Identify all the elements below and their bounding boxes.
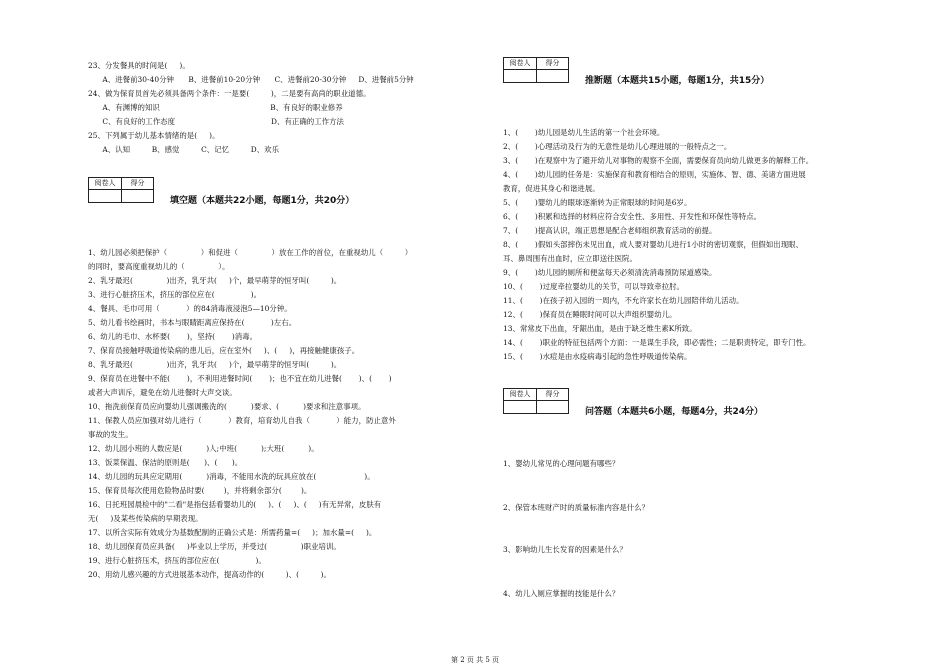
fill-question-line: 17、以所含实际有效成分为基数配制的正确公式是：所需药量=( )；加水量=( )。 [88,528,377,537]
judge-question-line: 6、( )积累和选择的材料应符合安全性、多用性、开发性和环保性等特点。 [503,212,762,221]
question-25-options: A、认知 B、感觉 C、记忆 D、欢乐 [88,145,280,154]
fill-question-line: 9、保育员在进餐中不能( )，不利用进餐时间( )；也不宜在幼儿进餐( )、( ) [88,374,392,383]
reviewer-cell [504,401,537,413]
fill-question-line: 13、饭菜保温、保洁的原则是( )、( )。 [88,458,243,467]
question-24-options-ab: A、有渊博的知识 B、有良好的职业修养 [88,103,343,112]
reviewer-label: 阅卷人 [504,58,537,70]
fill-question-line: 的同时，要高度重视幼儿的（ ）。 [88,262,230,271]
score-label: 得分 [537,58,568,70]
judge-section-heading: 推断题（本题共15小题，每题1分，共15分） [585,76,770,86]
answer-question-2: 2、保管本班财产时的质量标准内容是什么？ [503,503,650,512]
score-box-answer [503,388,569,414]
score-box-fill [88,177,154,203]
reviewer-cell [89,190,122,202]
judge-question-line: 7、( )提高认识，端正思想是配合老师组织教育活动的前提。 [503,226,717,235]
fill-question-line: 12、幼儿园小班的人数应是( )人;中班( );大班( )。 [88,444,319,453]
question-23: 23、分发餐具的时间是( )。 [88,61,190,70]
judge-question-line: 14、( )职业的特征包括两个方面：一是谋生手段，即必需性；二是职责特定，即专门性。 [503,338,811,347]
judge-question-line: 2、( )心理活动及行为的无意性是幼儿心理进展的一般特点之一。 [503,142,732,151]
judge-question-line: 1、( )幼儿园是幼儿生活的第一个社会环境。 [503,128,665,137]
fill-question-line: 19、进行心脏挤压术，挤压的部位应在( )。 [88,556,266,565]
fill-question-line: 11、保教人员应加强对幼儿进行（ ）教育，培育幼儿自我（ ）能力，防止意外 [88,416,396,425]
judge-question-line: 4、( )幼儿园的任务是：实施保育和教育相结合的原则，实施体、智、德、美诸方面进展 [503,170,806,179]
reviewer-label: 阅卷人 [504,389,537,401]
judge-question-line: 11、( )在孩子初入园的一周内，不允许家长在幼儿园陪伴幼儿活动。 [503,296,744,305]
fill-question-line: 18、幼儿园保育员应具备( )毕业以上学历，并受过( )职业培训。 [88,542,341,551]
judge-question-line: 9、( )幼儿园的厕所和便盆每天必须清洗消毒预防尿道感染。 [503,268,717,277]
page-footer: 第 2 页 共 5 页 [450,656,500,664]
score-cell [122,190,153,202]
fill-question-line: 5、幼儿看书绘画时，书本与眼睛距离应保持在( )左右。 [88,318,297,327]
score-cell [537,401,568,413]
fill-question-line: 10、拖洗前保育员应向婴幼儿强调搬洗的( )要求、( )要求和注意事项。 [88,402,366,411]
score-box-judge [503,57,569,83]
fill-question-line: 16、日托班园晨检中的"二看"是指包括看婴幼儿的( )、( )、( )有无异常，皮肤有 [88,500,382,509]
question-25: 25、下列属于幼儿基本情绪的是( )。 [88,131,220,140]
judge-question-line: 13、常常皮下出血，牙龈出血，是由于缺乏维生素K所致。 [503,324,697,333]
answer-section-heading: 问答题（本题共6小题，每题4分，共24分） [585,407,764,417]
judge-question-line: 5、( )婴幼儿的眼球逐渐转为正常眼球的时间是6岁。 [503,198,692,207]
answer-question-4: 4、幼儿入厕应掌握的技能是什么？ [503,589,620,598]
fill-question-line: 事故的发生。 [88,430,133,439]
fill-question-line: 4、餐具、毛巾可用（ ）的84消毒液浸泡5—10分钟。 [88,304,292,313]
judge-question-line: 10、( )过度牵拉婴幼儿的关节，可以导致牵拉肘。 [503,282,684,291]
fill-question-line: 8、乳牙最迟( )出齐，乳牙共( )个，最早萌芽的恒牙叫( )。 [88,360,342,369]
fill-question-line: 3、进行心脏挤压术，挤压的部位应在( )。 [88,290,262,299]
fill-question-line: 2、乳牙最迟( )出齐，乳牙共( )个，最早萌芽的恒牙叫( )。 [88,276,342,285]
judge-question-line: 8、( )假如头部摔伤未见出血，成人要对婴幼儿进行1小时的密切观察，但假如出现眼、 [503,240,804,249]
fill-question-line: 1、幼儿园必须把保护（ ）和促进（ ）放在工作的首位，在重视幼儿（ ） [88,248,413,257]
fill-question-line: 无( )及某些传染病的早期表现。 [88,514,203,523]
question-24-options-cd: C、有良好的工作态度 D、有正确的工作方法 [88,117,344,126]
fill-section-heading: 填空题（本题共22小题，每题1分，共20分） [170,196,355,206]
question-23-options: A、进餐前30-40分钟 B、进餐前10-20分钟 C、进餐前20-30分钟 D、进餐前5分钟 [88,75,414,84]
judge-question-line: 12、( )保育员在睡眠时间可以大声组织婴幼儿。 [503,310,677,319]
score-label: 得分 [537,389,568,401]
judge-question-line: 教育，促进其身心和谐进展。 [503,184,600,193]
question-24: 24、做为保育员首先必须具备两个条件：一是要( )，二是要有高尚的职业道德。 [88,89,371,98]
judge-question-line: 3、( )在观察中为了避开幼儿对事物的观察不全面，需要保育员向幼儿做更多的解释工作。 [503,156,814,165]
answer-question-1: 1、婴幼儿常见的心理问题有哪些？ [503,459,620,468]
judge-question-line: 15、( )水痘是由水疫病毒引起的急性呼吸道传染病。 [503,352,692,361]
reviewer-cell [504,70,537,82]
reviewer-label: 阅卷人 [89,178,122,190]
fill-question-line: 7、保育员接触呼吸道传染病的患儿后，应在室外( )、( )，再接触健康孩子。 [88,346,360,355]
judge-question-line: 耳、鼻周围有出血时，应立即送往医院。 [503,254,637,263]
fill-question-line: 20、用幼儿感兴趣的方式进展基本动作，提高动作的( )、( )。 [88,570,332,579]
fill-question-line: 或者大声训斥，避免在幼儿进餐时大声交谈。 [88,388,237,397]
score-label: 得分 [122,178,153,190]
fill-question-line: 15、保育员每次使用危险物品时要( )，并将剩余部分( )。 [88,486,312,495]
answer-question-3: 3、影响幼儿生长发育的因素是什么？ [503,545,627,554]
score-cell [537,70,568,82]
fill-question-line: 6、幼儿的毛巾、水杯要( )，坚持( )消毒。 [88,332,258,341]
fill-question-line: 14、幼儿园的玩具应定期用( )消毒，不能用水洗的玩具应放在( )。 [88,472,375,481]
